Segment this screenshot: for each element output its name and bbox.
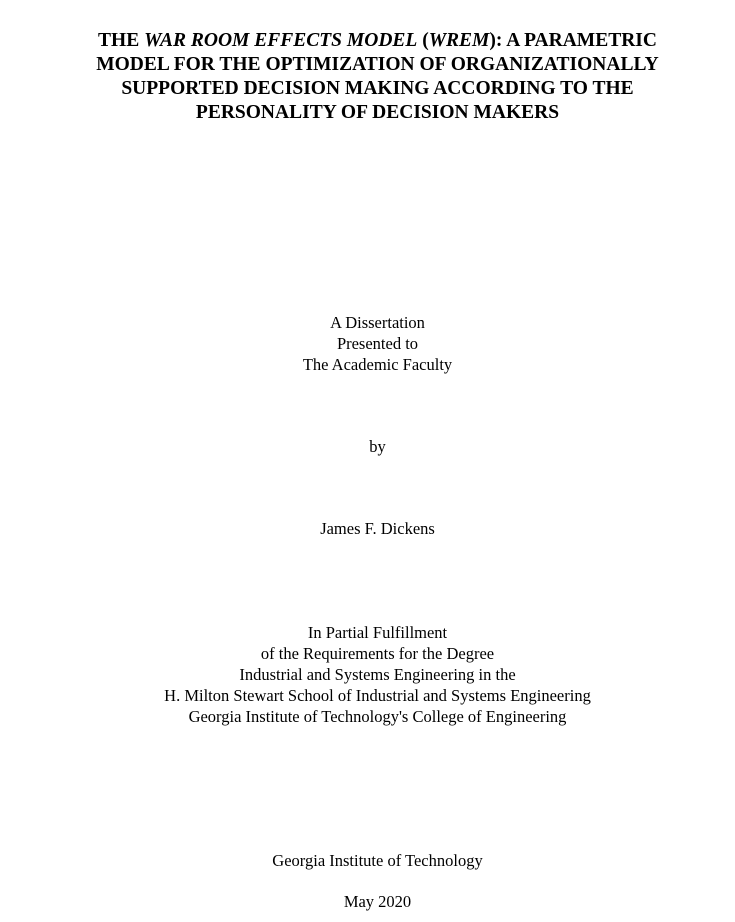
fulfillment-line-5: Georgia Institute of Technology's College of Engineering [188,707,567,726]
presentation-line-3: The Academic Faculty [302,355,453,374]
presentation-statement [20,312,735,375]
presentation-line-2: Presented to [336,334,419,353]
title-paren-open: ( [417,30,429,51]
title-model-name: WAR ROOM EFFECTS MODEL [144,30,418,51]
dissertation-title [20,29,735,125]
fulfillment-line-2: of the Requirements for the Degree [260,644,495,663]
title-line-1 [20,29,735,53]
title-line-1-rest: ): A PARAMETRIC [489,30,657,51]
title-line-3: SUPPORTED DECISION MAKING ACCORDING TO THE [121,78,634,99]
presentation-line-1: A Dissertation [330,313,425,332]
author-name: James F. Dickens [320,519,435,538]
submission-date: May 2020 [343,892,412,911]
title-prefix: THE [98,30,145,51]
fulfillment-line-1: In Partial Fulfillment [307,623,448,642]
fulfillment-line-4: H. Milton Stewart School of Industrial and Systems Engineering [164,686,591,705]
fulfillment-line-3: Industrial and Systems Engineering in the [239,665,516,684]
title-line-2: MODEL FOR THE OPTIMIZATION OF ORGANIZATIONALLY [96,54,659,75]
title-line-4: PERSONALITY OF DECISION MAKERS [195,102,560,123]
institution-name: Georgia Institute of Technology [272,851,483,870]
degree-fulfillment-statement [20,622,735,727]
by-label: by [369,437,386,456]
title-acronym: WREM [428,30,490,51]
